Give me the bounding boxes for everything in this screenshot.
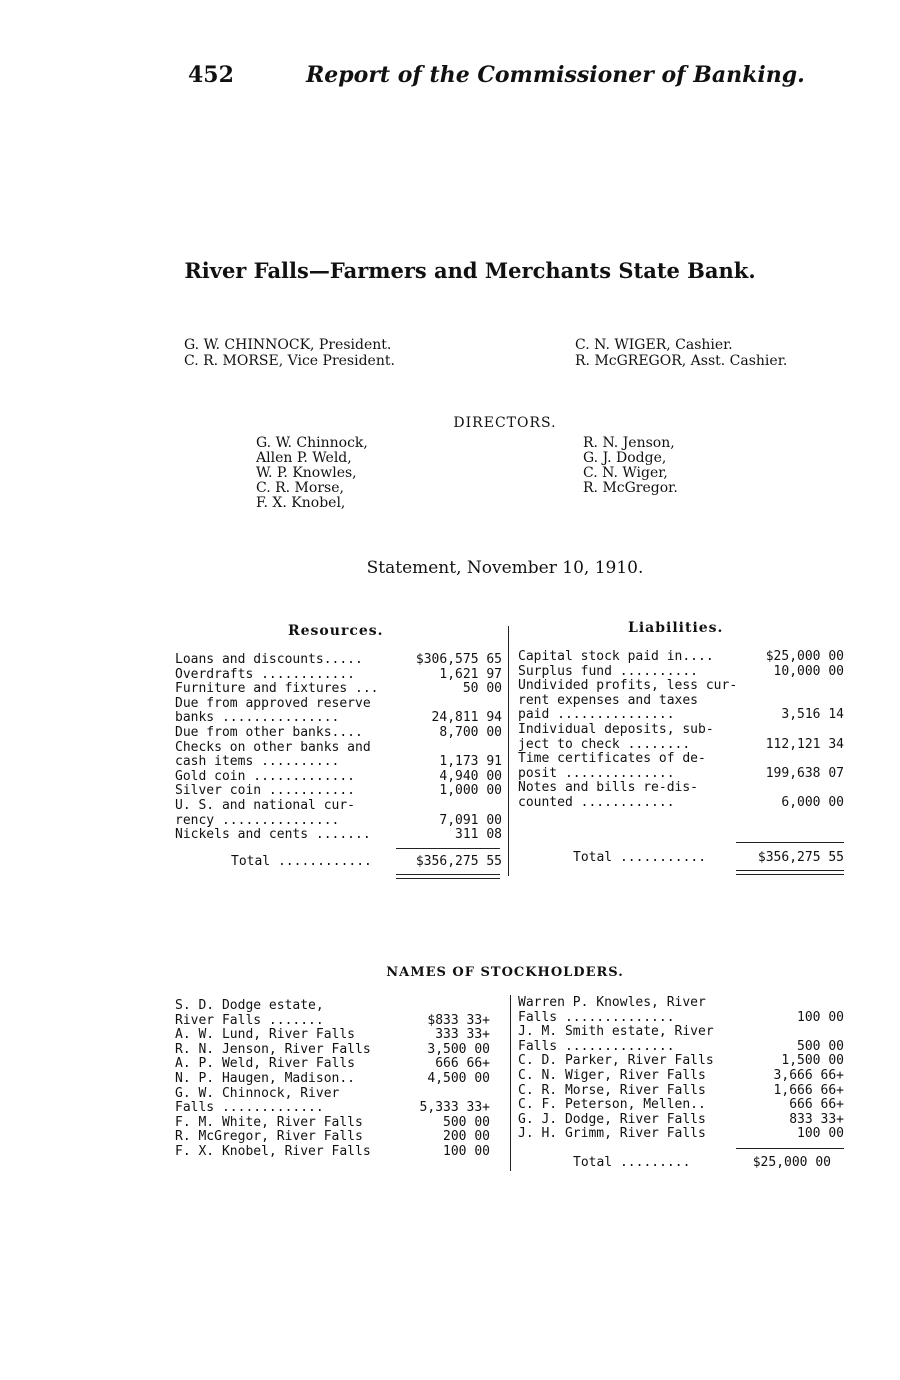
resources-total xyxy=(175,855,502,870)
liability-row: Time certificates of de- xyxy=(518,751,706,767)
liabilities-table xyxy=(518,650,844,811)
stockholder-row: G. J. Dodge, River Falls 833 33+ xyxy=(518,1111,844,1127)
stockholder-row: Falls .............. 100 00 xyxy=(518,1009,844,1025)
liability-row: Individual deposits, sub- xyxy=(518,721,714,737)
director: W. P. Knowles, xyxy=(256,465,357,481)
directors-left xyxy=(256,436,368,511)
liability-row: Capital stock paid in.... $25,000 00 xyxy=(518,649,844,664)
resource-row: Checks on other banks and xyxy=(175,739,371,755)
stockholder-row: F. M. White, River Falls 500 00 xyxy=(175,1114,490,1130)
resource-row: cash items .......... 1,173 91 xyxy=(175,754,502,770)
liability-row: paid ............... 3,516 14 xyxy=(518,707,844,723)
director: C. R. Morse, xyxy=(256,480,344,496)
stockholder-row: G. W. Chinnock, River xyxy=(175,1085,340,1101)
director: F. X. Knobel, xyxy=(256,495,346,511)
resources-table xyxy=(175,653,502,843)
resource-row: rency ............... 7,091 00 xyxy=(175,812,502,828)
liabilities-total-rule xyxy=(736,842,844,843)
stockholders-divider xyxy=(510,995,511,1171)
resource-row: Silver coin ........... 1,000 00 xyxy=(175,783,502,799)
resources-double-rule xyxy=(396,874,500,875)
liability-row: Undivided profits, less cur- xyxy=(518,678,738,694)
bank-title: River Falls—Farmers and Merchants State Bank. xyxy=(184,258,756,283)
stockholder-row: Falls .............. 500 00 xyxy=(518,1038,844,1054)
stockholder-row: C. D. Parker, River Falls 1,500 00 xyxy=(518,1053,844,1069)
stockholder-row: S. D. Dodge estate, xyxy=(175,998,324,1013)
stockholder-row: R. N. Jenson, River Falls 3,500 00 xyxy=(175,1041,490,1057)
stockholder-row: C. F. Peterson, Mellen.. 666 66+ xyxy=(518,1097,844,1113)
stockholder-row: Falls ............. 5,333 33+ xyxy=(175,1100,490,1116)
officer-asst-cashier: R. McGREGOR, Asst. Cashier. xyxy=(575,353,788,369)
liabilities-total-amount: $356,275 55 xyxy=(757,850,844,865)
liabilities-total xyxy=(518,851,844,866)
page-number: 452 xyxy=(188,62,234,88)
director: G. W. Chinnock, xyxy=(256,435,368,451)
statement-divider xyxy=(508,626,509,876)
stockholder-row: Warren P. Knowles, River xyxy=(518,995,706,1010)
liabilities-double-rule xyxy=(736,874,844,875)
stockholders-left-table xyxy=(175,999,490,1160)
resource-row: U. S. and national cur- xyxy=(175,797,356,813)
resource-row: Loans and discounts..... $306,575 65 xyxy=(175,652,502,667)
stockholders-heading: NAMES OF STOCKHOLDERS. xyxy=(386,965,624,980)
stockholders-total xyxy=(518,1156,831,1171)
stockholder-row: J. M. Smith estate, River xyxy=(518,1024,714,1040)
stockholder-row: J. H. Grimm, River Falls 100 00 xyxy=(518,1126,844,1142)
resources-total-rule xyxy=(396,848,500,849)
resources-double-rule xyxy=(396,878,500,879)
director: C. N. Wiger, xyxy=(583,465,668,481)
liability-row: ject to check ........ 112,121 34 xyxy=(518,736,844,752)
resources-total-amount: $356,275 55 xyxy=(415,854,502,869)
director: R. N. Jenson, xyxy=(583,435,675,451)
director: Allen P. Weld, xyxy=(256,450,352,466)
resource-row: Gold coin ............. 4,940 00 xyxy=(175,768,502,784)
stockholder-row: F. X. Knobel, River Falls 100 00 xyxy=(175,1143,490,1159)
directors-heading: DIRECTORS. xyxy=(453,415,557,431)
stockholders-total-label: Total ......... xyxy=(573,1155,691,1170)
liability-row: posit .............. 199,638 07 xyxy=(518,765,844,781)
liabilities-double-rule xyxy=(736,870,844,871)
directors-right xyxy=(583,436,678,496)
stockholder-row: N. P. Haugen, Madison.. 4,500 00 xyxy=(175,1070,490,1086)
resource-row: Nickels and cents ....... 311 08 xyxy=(175,827,502,843)
officer-vice-president: C. R. MORSE, Vice President. xyxy=(184,353,395,369)
resource-row: Furniture and fixtures ... 50 00 xyxy=(175,681,502,697)
director: G. J. Dodge, xyxy=(583,450,667,466)
resource-row: Overdrafts ............ 1,621 97 xyxy=(175,666,502,682)
resources-total-label: Total ............ xyxy=(231,854,372,869)
stockholders-total-amount: $25,000 00 xyxy=(752,1155,831,1170)
statement-title: Statement, November 10, 1910. xyxy=(366,558,644,578)
liability-row: Surplus fund .......... 10,000 00 xyxy=(518,663,844,679)
officer-president: G. W. CHINNOCK, President. xyxy=(184,337,392,353)
officer-cashier: C. N. WIGER, Cashier. xyxy=(575,337,733,353)
officers-right xyxy=(575,337,787,369)
running-title: Report of the Commissioner of Banking. xyxy=(306,62,805,88)
resource-row: Due from approved reserve xyxy=(175,695,371,711)
stockholder-row: C. N. Wiger, River Falls 3,666 66+ xyxy=(518,1067,844,1083)
stockholder-row: R. McGregor, River Falls 200 00 xyxy=(175,1129,490,1145)
stockholders-right-table xyxy=(518,996,844,1142)
resources-heading: Resources. xyxy=(288,623,384,639)
stockholder-row: A. W. Lund, River Falls 333 33+ xyxy=(175,1027,490,1043)
resource-row: banks ............... 24,811 94 xyxy=(175,710,502,726)
liability-row: counted ............ 6,000 00 xyxy=(518,794,844,810)
stockholder-row: River Falls ....... $833 33+ xyxy=(175,1012,490,1028)
stockholder-row: C. R. Morse, River Falls 1,666 66+ xyxy=(518,1082,844,1098)
officers-left xyxy=(184,337,395,369)
liability-row: Notes and bills re-dis- xyxy=(518,780,699,796)
stockholder-row: A. P. Weld, River Falls 666 66+ xyxy=(175,1056,490,1072)
liabilities-heading: Liabilities. xyxy=(628,620,724,636)
stockholders-total-rule xyxy=(736,1148,844,1149)
resource-row: Due from other banks.... 8,700 00 xyxy=(175,724,502,740)
liability-row: rent expenses and taxes xyxy=(518,692,699,708)
liabilities-total-label: Total ........... xyxy=(573,850,707,865)
director: R. McGregor. xyxy=(583,480,678,496)
